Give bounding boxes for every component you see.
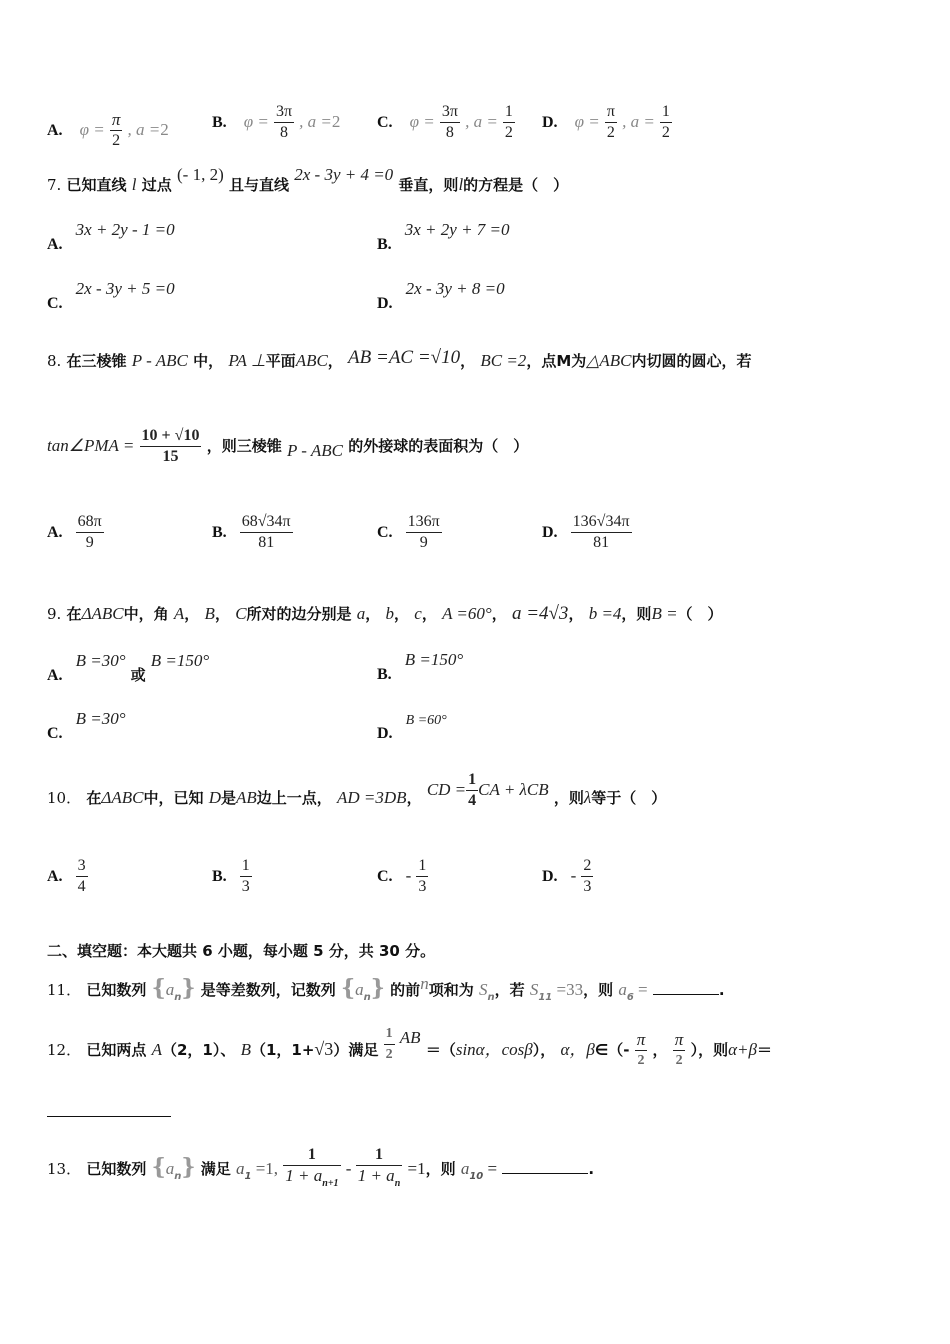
option-label: C. — [377, 114, 393, 131]
fraction: $\frac{3\pi}{8}$ — [441, 103, 458, 141]
answer-blank[interactable] — [502, 1173, 588, 1174]
fraction: $\frac{\pi}{2}$ — [673, 1030, 686, 1071]
answer-blank[interactable] — [653, 994, 719, 995]
fraction: $\frac{3\pi}{8}$ — [276, 103, 293, 141]
question-12-stem: 12． 已知两点 A（2，1）、 B（1，1+√3）满足 $\frac{1}{2}$ AB ＝（sinα，cosβ）， α，β∈（- $\frac{\pi}{2}$ ， $\frac{\pi}{2}$ ），则α+β＝ — [47, 1030, 772, 1071]
fraction: $\frac{1}{2}$ — [504, 103, 513, 141]
fraction: $\frac{1}{3}$ — [241, 857, 250, 895]
fraction: $\frac{1}{1 + a_n}$ — [356, 1145, 403, 1194]
q10-option-b[interactable]: B. $\frac{1}{3}$ — [212, 857, 250, 895]
q6-option-b[interactable]: B. φ = $\frac{3\pi}{8}$ , a =2 — [212, 103, 341, 141]
q6-option-d[interactable]: D. φ = $\frac{\pi}{2}$ , a = $\frac{1}{2}$ — [542, 103, 670, 141]
q8-option-d[interactable]: D. $\frac{136√34\pi}{81}$ — [542, 513, 630, 551]
q7-option-d[interactable]: D. 2x - 3y + 8 =0 — [377, 279, 505, 312]
fraction: $\frac{1}{1 + a_{n+1}}$ — [283, 1145, 340, 1194]
fraction: $\frac{1}{2}$ — [661, 103, 670, 141]
fraction: $\frac{136√34\pi}{81}$ — [572, 513, 630, 551]
q6-option-c[interactable]: C. φ = $\frac{3\pi}{8}$ , a = $\frac{1}{2}$ — [377, 103, 513, 141]
q9-option-c[interactable]: C. B =30° — [47, 709, 126, 742]
fraction: $\frac{10 + √10}{15}$ — [141, 427, 200, 465]
fraction: $\frac{68\pi}{9}$ — [77, 513, 102, 551]
question-9-stem: 9. 在ΔABC中，角 A， B， C所对的边分别是 a， b， c， A =60°， a =4√3， b =4，则B =（ ） — [47, 603, 723, 624]
question-8-stem: 8. 在三棱锥 P - ABC 中， PA ⊥平面ABC， AB =AC =√10， BC =2，点M为△ABC内切圆的圆心，若 — [47, 347, 752, 370]
question-13-stem: 13． 已知数列 $\{a_n\}$ 满足 $a_1 =1$, $\frac{1}{1 + a_{n+1}}$ - $\frac{1}{1 + a_n}$ =1，则 $a_{10}$ = . — [47, 1145, 594, 1194]
q7-option-a[interactable]: A. 3x + 2y - 1 =0 — [47, 220, 175, 253]
question-11-stem: 11． 已知数列 $\{a_n\}$ 是等差数列，记数列 $\{a_n\}$ 的前n项和为 $S_n$，若 $S_{11} =33$，则 $a_6$ = . — [47, 974, 725, 1003]
q8-option-a[interactable]: A. $\frac{68\pi}{9}$ — [47, 513, 102, 551]
fraction: $\frac{68√34\pi}{81}$ — [241, 513, 291, 551]
section-heading: 二、填空题：本大题共 6 小题，每小题 5 分，共 30 分。 — [47, 942, 436, 960]
fraction: $\frac{3}{4}$ — [77, 857, 86, 895]
question-10-stem: 10． 在ΔABC中，已知 D是AB边上一点， AD =3DB， CD = $\frac{1}{4}$ CA + λCB ，则λ等于（ ） — [47, 771, 667, 809]
q7-option-b[interactable]: B. 3x + 2y + 7 =0 — [377, 220, 510, 253]
q9-option-b[interactable]: B. B =150° — [377, 650, 464, 683]
fraction: $\frac{136\pi}{9}$ — [407, 513, 440, 551]
fraction: $\frac{1}{3}$ — [418, 857, 427, 895]
q9-option-a[interactable]: A. B =30° 或 B =150° — [47, 651, 210, 684]
fraction: $\frac{\pi}{2}$ — [111, 110, 121, 149]
question-8-stem-cont: tan∠PMA = $\frac{10 + √10}{15}$ ，则三棱锥 P - ABC 的外接球的表面积为（ ） — [47, 427, 529, 465]
q8-option-b[interactable]: B. $\frac{68√34\pi}{81}$ — [212, 513, 291, 551]
q10-option-a[interactable]: A. $\frac{3}{4}$ — [47, 857, 86, 895]
q6-option-a[interactable]: A. φ = $\frac{\pi}{2}$ , a =2 — [47, 110, 169, 149]
option-label: B. — [212, 114, 227, 131]
q9-option-d[interactable]: D. B =60° — [377, 713, 447, 742]
fraction: $\frac{\pi}{2}$ — [606, 103, 615, 141]
q10-option-c[interactable]: C. - $\frac{1}{3}$ — [377, 857, 427, 895]
fraction: $\frac{1}{4}$ — [468, 771, 477, 809]
fraction: $\frac{\pi}{2}$ — [635, 1030, 648, 1071]
answer-blank-12[interactable] — [47, 1116, 171, 1117]
q8-option-c[interactable]: C. $\frac{136\pi}{9}$ — [377, 513, 440, 551]
option-label: D. — [542, 114, 558, 131]
q10-option-d[interactable]: D. - $\frac{2}{3}$ — [542, 857, 592, 895]
option-label: A. — [47, 122, 63, 139]
fraction: $\frac{2}{3}$ — [583, 857, 592, 895]
fraction: $\frac{1}{2}$ — [384, 1024, 395, 1065]
q7-option-c[interactable]: C. 2x - 3y + 5 =0 — [47, 279, 175, 312]
question-7-stem: 7. 已知直线 l 过点 (- 1, 2) 且与直线 2x - 3y + 4 =0 垂直，则l的方程是（ ） — [47, 165, 569, 194]
